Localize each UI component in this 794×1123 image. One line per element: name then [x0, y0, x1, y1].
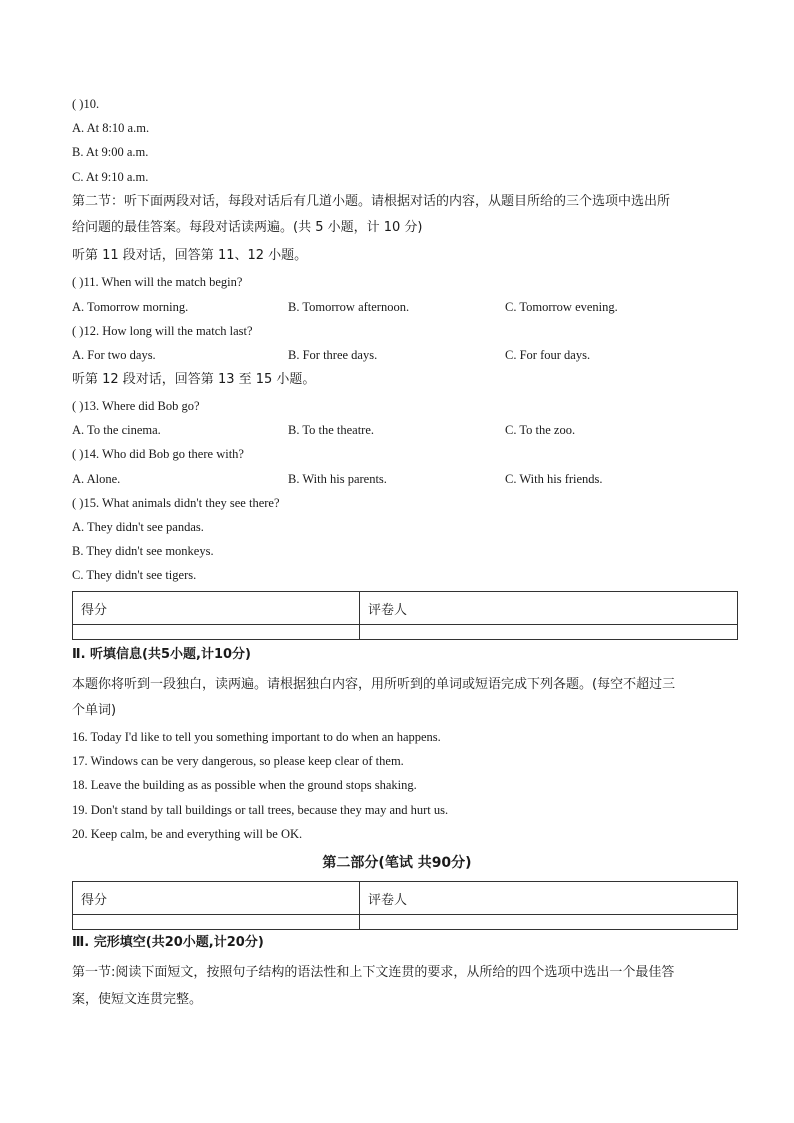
- q11-option-b: B. Tomorrow afternoon.: [288, 300, 410, 314]
- q10-option-a: A. At 8:10 a.m.: [72, 121, 150, 135]
- q14-option-c: C. With his friends.: [505, 472, 603, 486]
- part2-item-17: 17. Windows can be very dangerous, so please keep clear of them.: [72, 754, 404, 768]
- section2-intro-line2: 给问题的最佳答案。每段对话读两遍。(共 5 小题，计 10 分): [72, 220, 423, 235]
- q14-option-b: B. With his parents.: [288, 472, 387, 486]
- part2-item-19: 19. Don't stand by tall buildings or tall trees, because they may and hurt us.: [72, 803, 449, 817]
- q10-stem: ( )10.: [72, 97, 100, 111]
- q15-option-a: A. They didn't see pandas.: [72, 520, 204, 534]
- part2-item-16: 16. Today I'd like to tell you something important to do when an happens.: [72, 730, 441, 744]
- q14-stem: ( )14. Who did Bob go there with?: [72, 447, 244, 461]
- part3-intro-line2: 案，使短文连贯完整。: [72, 992, 203, 1007]
- grader-cell-label: 评卷人: [360, 592, 738, 625]
- q13-option-a: A. To the cinema.: [72, 423, 161, 437]
- dialog12-instruction: 听第 12 段对话，回答第 13 至 15 小题。: [72, 372, 316, 387]
- q12-option-b: B. For three days.: [288, 348, 378, 362]
- part3-heading: Ⅲ. 完形填空(共20小题,计20分): [72, 935, 264, 950]
- score-cell-value: [73, 915, 360, 930]
- q12-option-a: A. For two days.: [72, 348, 156, 362]
- q13-option-c: C. To the zoo.: [505, 423, 576, 437]
- q10-option-c: C. At 9:10 a.m.: [72, 170, 149, 184]
- score-cell-label: 得分: [73, 882, 360, 915]
- score-cell-value: [73, 625, 360, 640]
- written-part-heading: 第二部分(笔试 共90分): [322, 855, 472, 871]
- q11-option-c: C. Tomorrow evening.: [505, 300, 618, 314]
- q13-stem: ( )13. Where did Bob go?: [72, 399, 200, 413]
- score-table-2: [72, 881, 738, 930]
- q15-option-c: C. They didn't see tigers.: [72, 568, 197, 582]
- part2-item-18: 18. Leave the building as as possible when the ground stops shaking.: [72, 778, 417, 792]
- grader-cell-label: 评卷人: [360, 882, 738, 915]
- grader-cell-value: [360, 915, 738, 930]
- part3-intro-line1: 第一节:阅读下面短文，按照句子结构的语法性和上下文连贯的要求，从所给的四个选项中选出一个最佳答: [72, 965, 675, 980]
- q12-stem: ( )12. How long will the match last?: [72, 324, 253, 338]
- q10-option-b: B. At 9:00 a.m.: [72, 145, 149, 159]
- q15-option-b: B. They didn't see monkeys.: [72, 544, 214, 558]
- q13-option-b: B. To the theatre.: [288, 423, 375, 437]
- part2-intro-line1: 本题你将听到一段独白，读两遍。请根据独白内容，用所听到的单词或短语完成下列各题。(每空不超过三: [72, 677, 676, 692]
- section2-intro-line1: 第二节：听下面两段对话，每段对话后有几道小题。请根据对话的内容，从题目所给的三个选项中选出所: [72, 194, 671, 209]
- q11-stem: ( )11. When will the match begin?: [72, 275, 243, 289]
- part2-item-20: 20. Keep calm, be and everything will be OK.: [72, 827, 303, 841]
- q14-option-a: A. Alone.: [72, 472, 121, 486]
- q12-option-c: C. For four days.: [505, 348, 591, 362]
- score-cell-label: 得分: [73, 592, 360, 625]
- dialog11-instruction: 听第 11 段对话，回答第 11、12 小题。: [72, 248, 308, 263]
- q15-stem: ( )15. What animals didn't they see there?: [72, 496, 280, 510]
- part2-intro-line2: 个单词): [72, 703, 117, 718]
- q11-option-a: A. Tomorrow morning.: [72, 300, 189, 314]
- score-table-1: [72, 591, 738, 640]
- part2-heading: Ⅱ. 听填信息(共5小题,计10分): [72, 647, 251, 662]
- grader-cell-value: [360, 625, 738, 640]
